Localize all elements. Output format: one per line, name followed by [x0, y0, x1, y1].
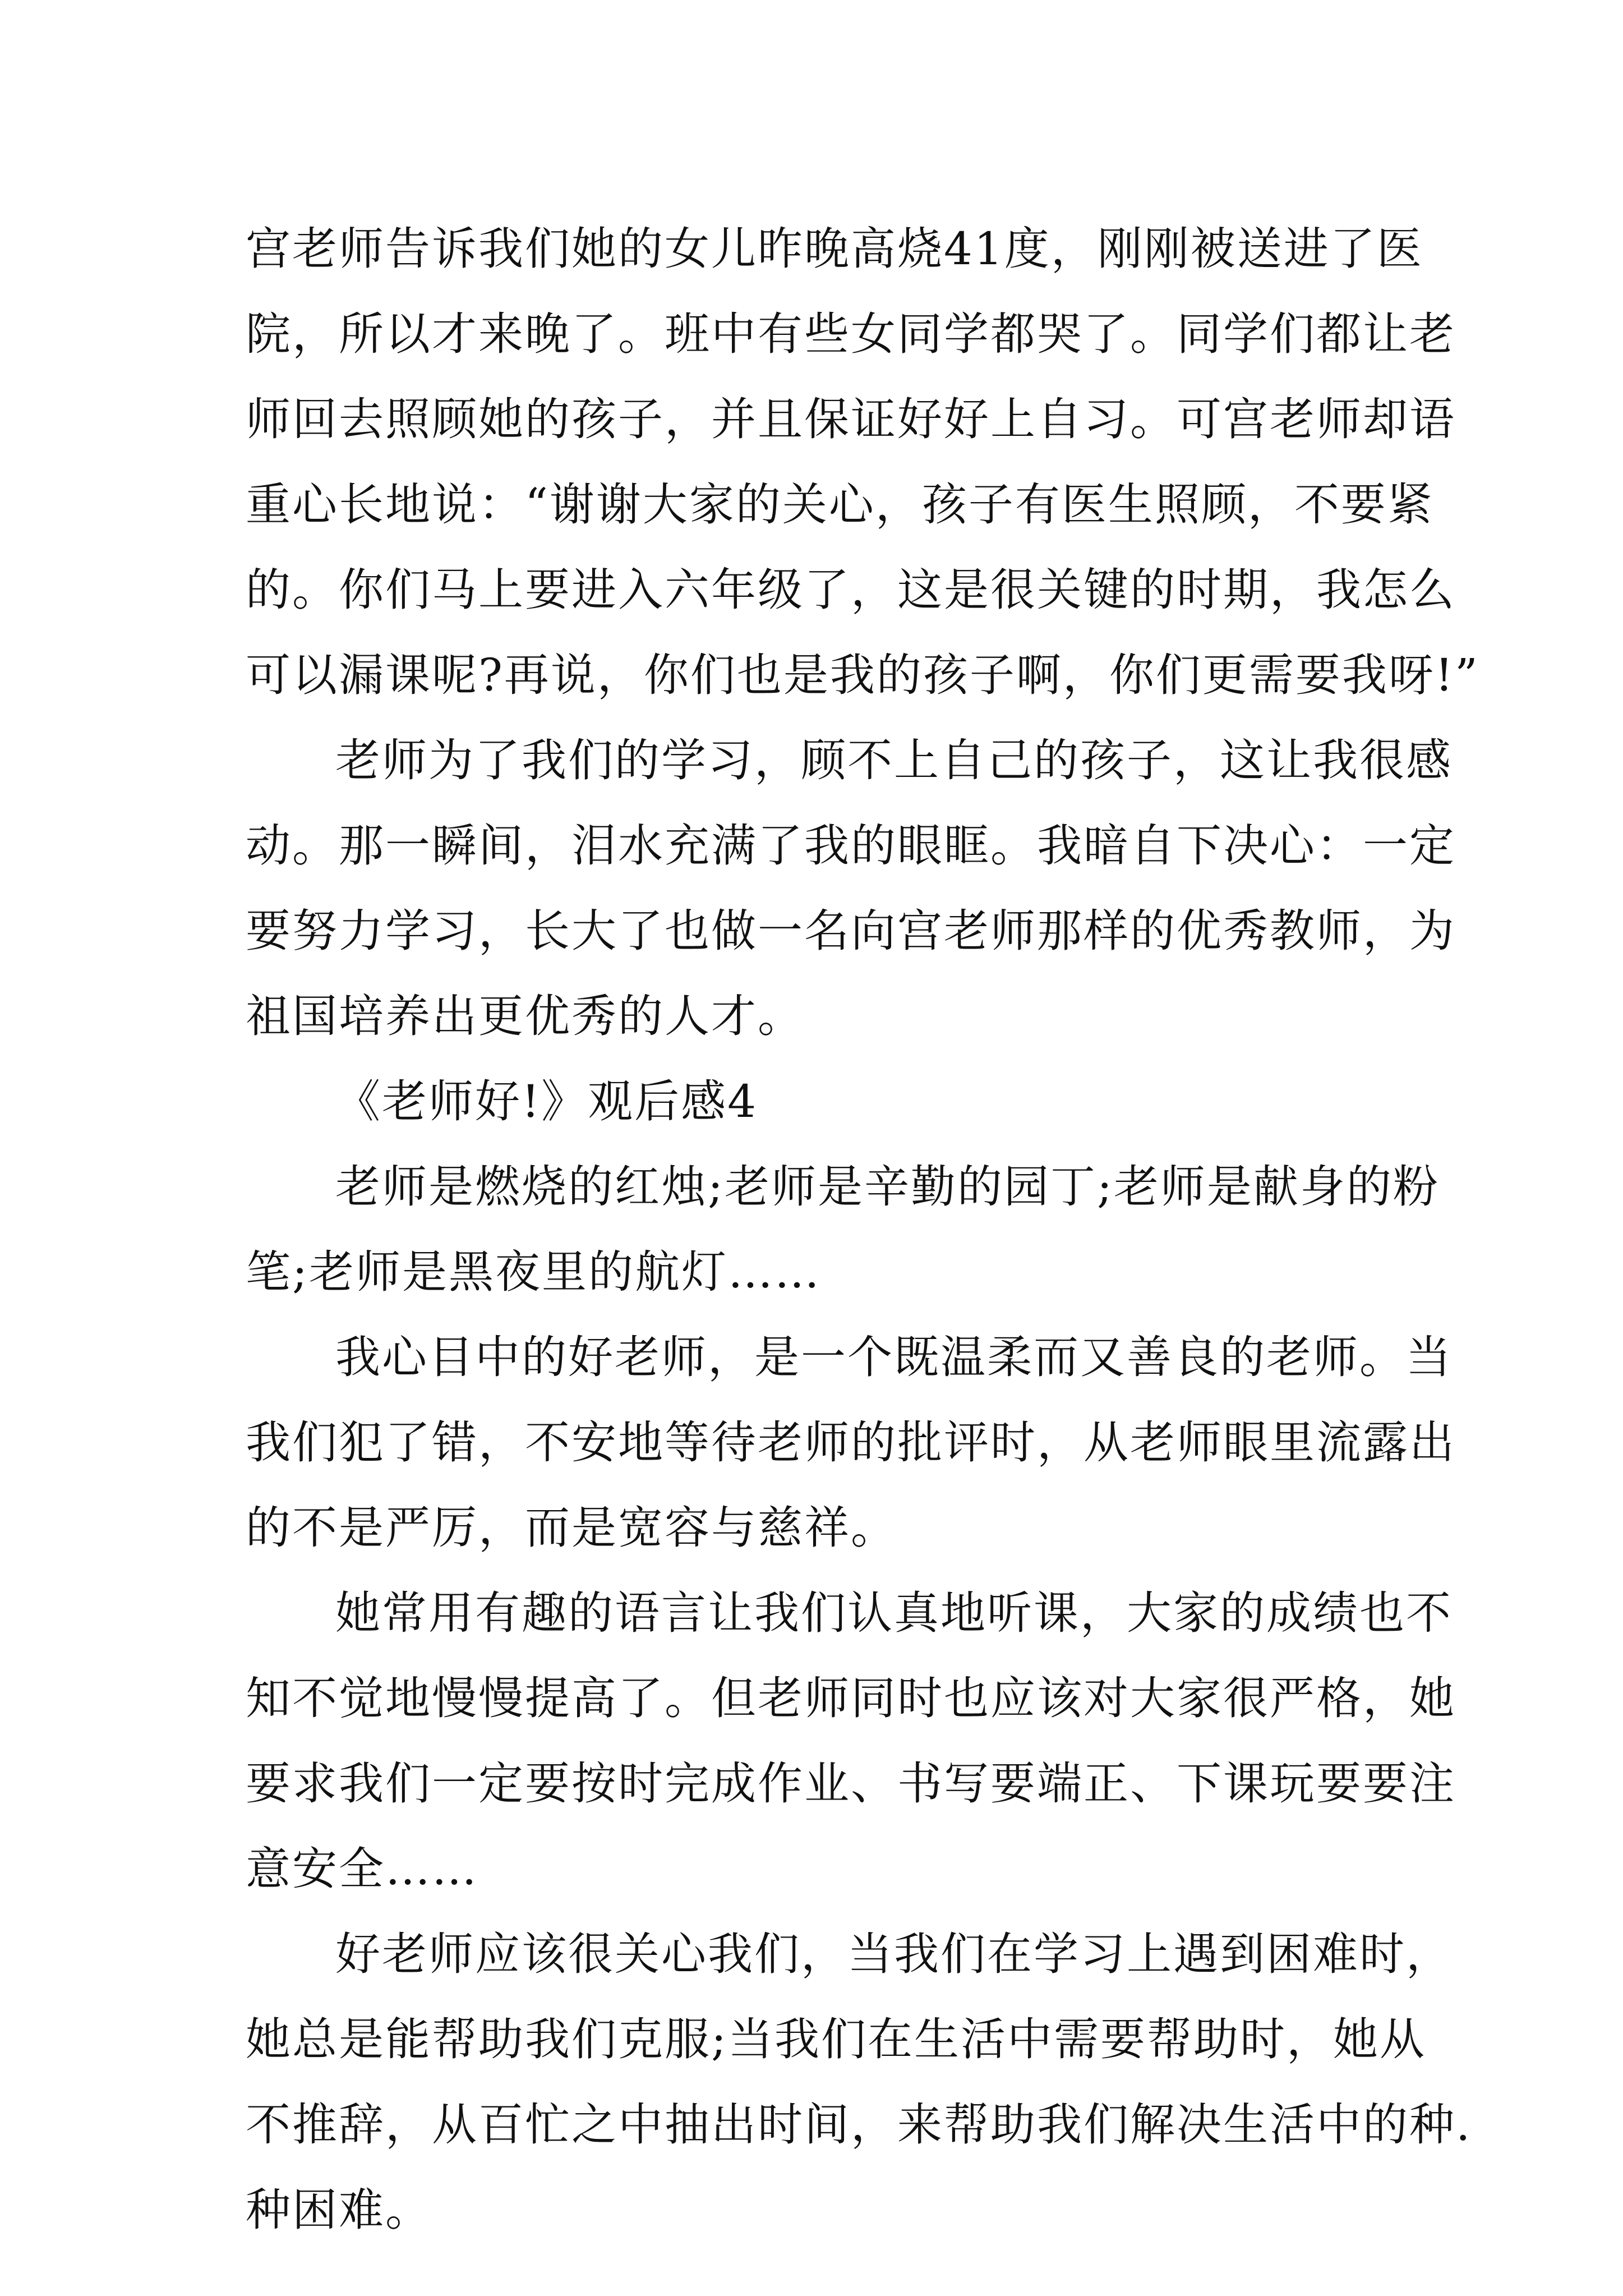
text-line: 的。你们马上要进入六年级了，这是很关键的时期，我怎么	[246, 564, 1456, 616]
text-line: 宫老师告诉我们她的女儿昨晚高烧41度，刚刚被送进了医	[246, 223, 1423, 275]
document-body	[246, 206, 1479, 2253]
section-heading: 《老师好!》观后感4	[335, 1075, 758, 1128]
text-line: 不推辞，从百忙之中抽出时间，来帮助我们解决生活中的种.	[246, 2099, 1472, 2151]
paragraph-first-line: 老师是燃烧的红烛;老师是辛勤的园丁;老师是献身的粉	[335, 1161, 1440, 1213]
text-line: 我们犯了错，不安地等待老师的批评时，从老师眼里流露出	[246, 1416, 1456, 1469]
text-line: 可以漏课呢?再说，你们也是我的孩子啊，你们更需要我呀!”	[246, 649, 1479, 701]
paragraph-first-line: 她常用有趣的语言让我们认真地听课，大家的成绩也不	[335, 1587, 1453, 1639]
text-line: 的不是严厉，而是宽容与慈祥。	[246, 1502, 897, 1554]
text-line: 要努力学习，长大了也做一名向宫老师那样的优秀教师，为	[246, 905, 1456, 957]
text-line: 知不觉地慢慢提高了。但老师同时也应该对大家很严格，她	[246, 1672, 1456, 1724]
text-line: 她总是能帮助我们克服;当我们在生活中需要帮助时，她从	[246, 2013, 1426, 2065]
paragraph-first-line: 好老师应该很关心我们，当我们在学习上遇到困难时，	[335, 1928, 1453, 1980]
text-line: 笔;老师是黑夜里的航灯……	[246, 1246, 821, 1298]
text-line: 重心长地说：“谢谢大家的关心，孩子有医生照顾，不要紧	[246, 478, 1434, 531]
text-line: 祖国培养出更优秀的人才。	[246, 990, 804, 1042]
text-line: 要求我们一定要按时完成作业、书写要端正、下课玩要要注	[246, 1757, 1456, 1810]
paragraph-first-line: 老师为了我们的学习，顾不上自己的孩子，这让我很感	[335, 734, 1453, 786]
text-line: 意安全……	[246, 1843, 478, 1895]
text-line: 师回去照顾她的孩子，并且保证好好上自习。可宫老师却语	[246, 393, 1456, 445]
paragraph-first-line: 我心目中的好老师，是一个既温柔而又善良的老师。当	[335, 1331, 1453, 1383]
text-line: 院，所以才来晚了。班中有些女同学都哭了。同学们都让老	[246, 308, 1456, 360]
text-line: 种困难。	[246, 2184, 432, 2236]
text-line: 动。那一瞬间，泪水充满了我的眼眶。我暗自下决心：一定	[246, 820, 1456, 872]
